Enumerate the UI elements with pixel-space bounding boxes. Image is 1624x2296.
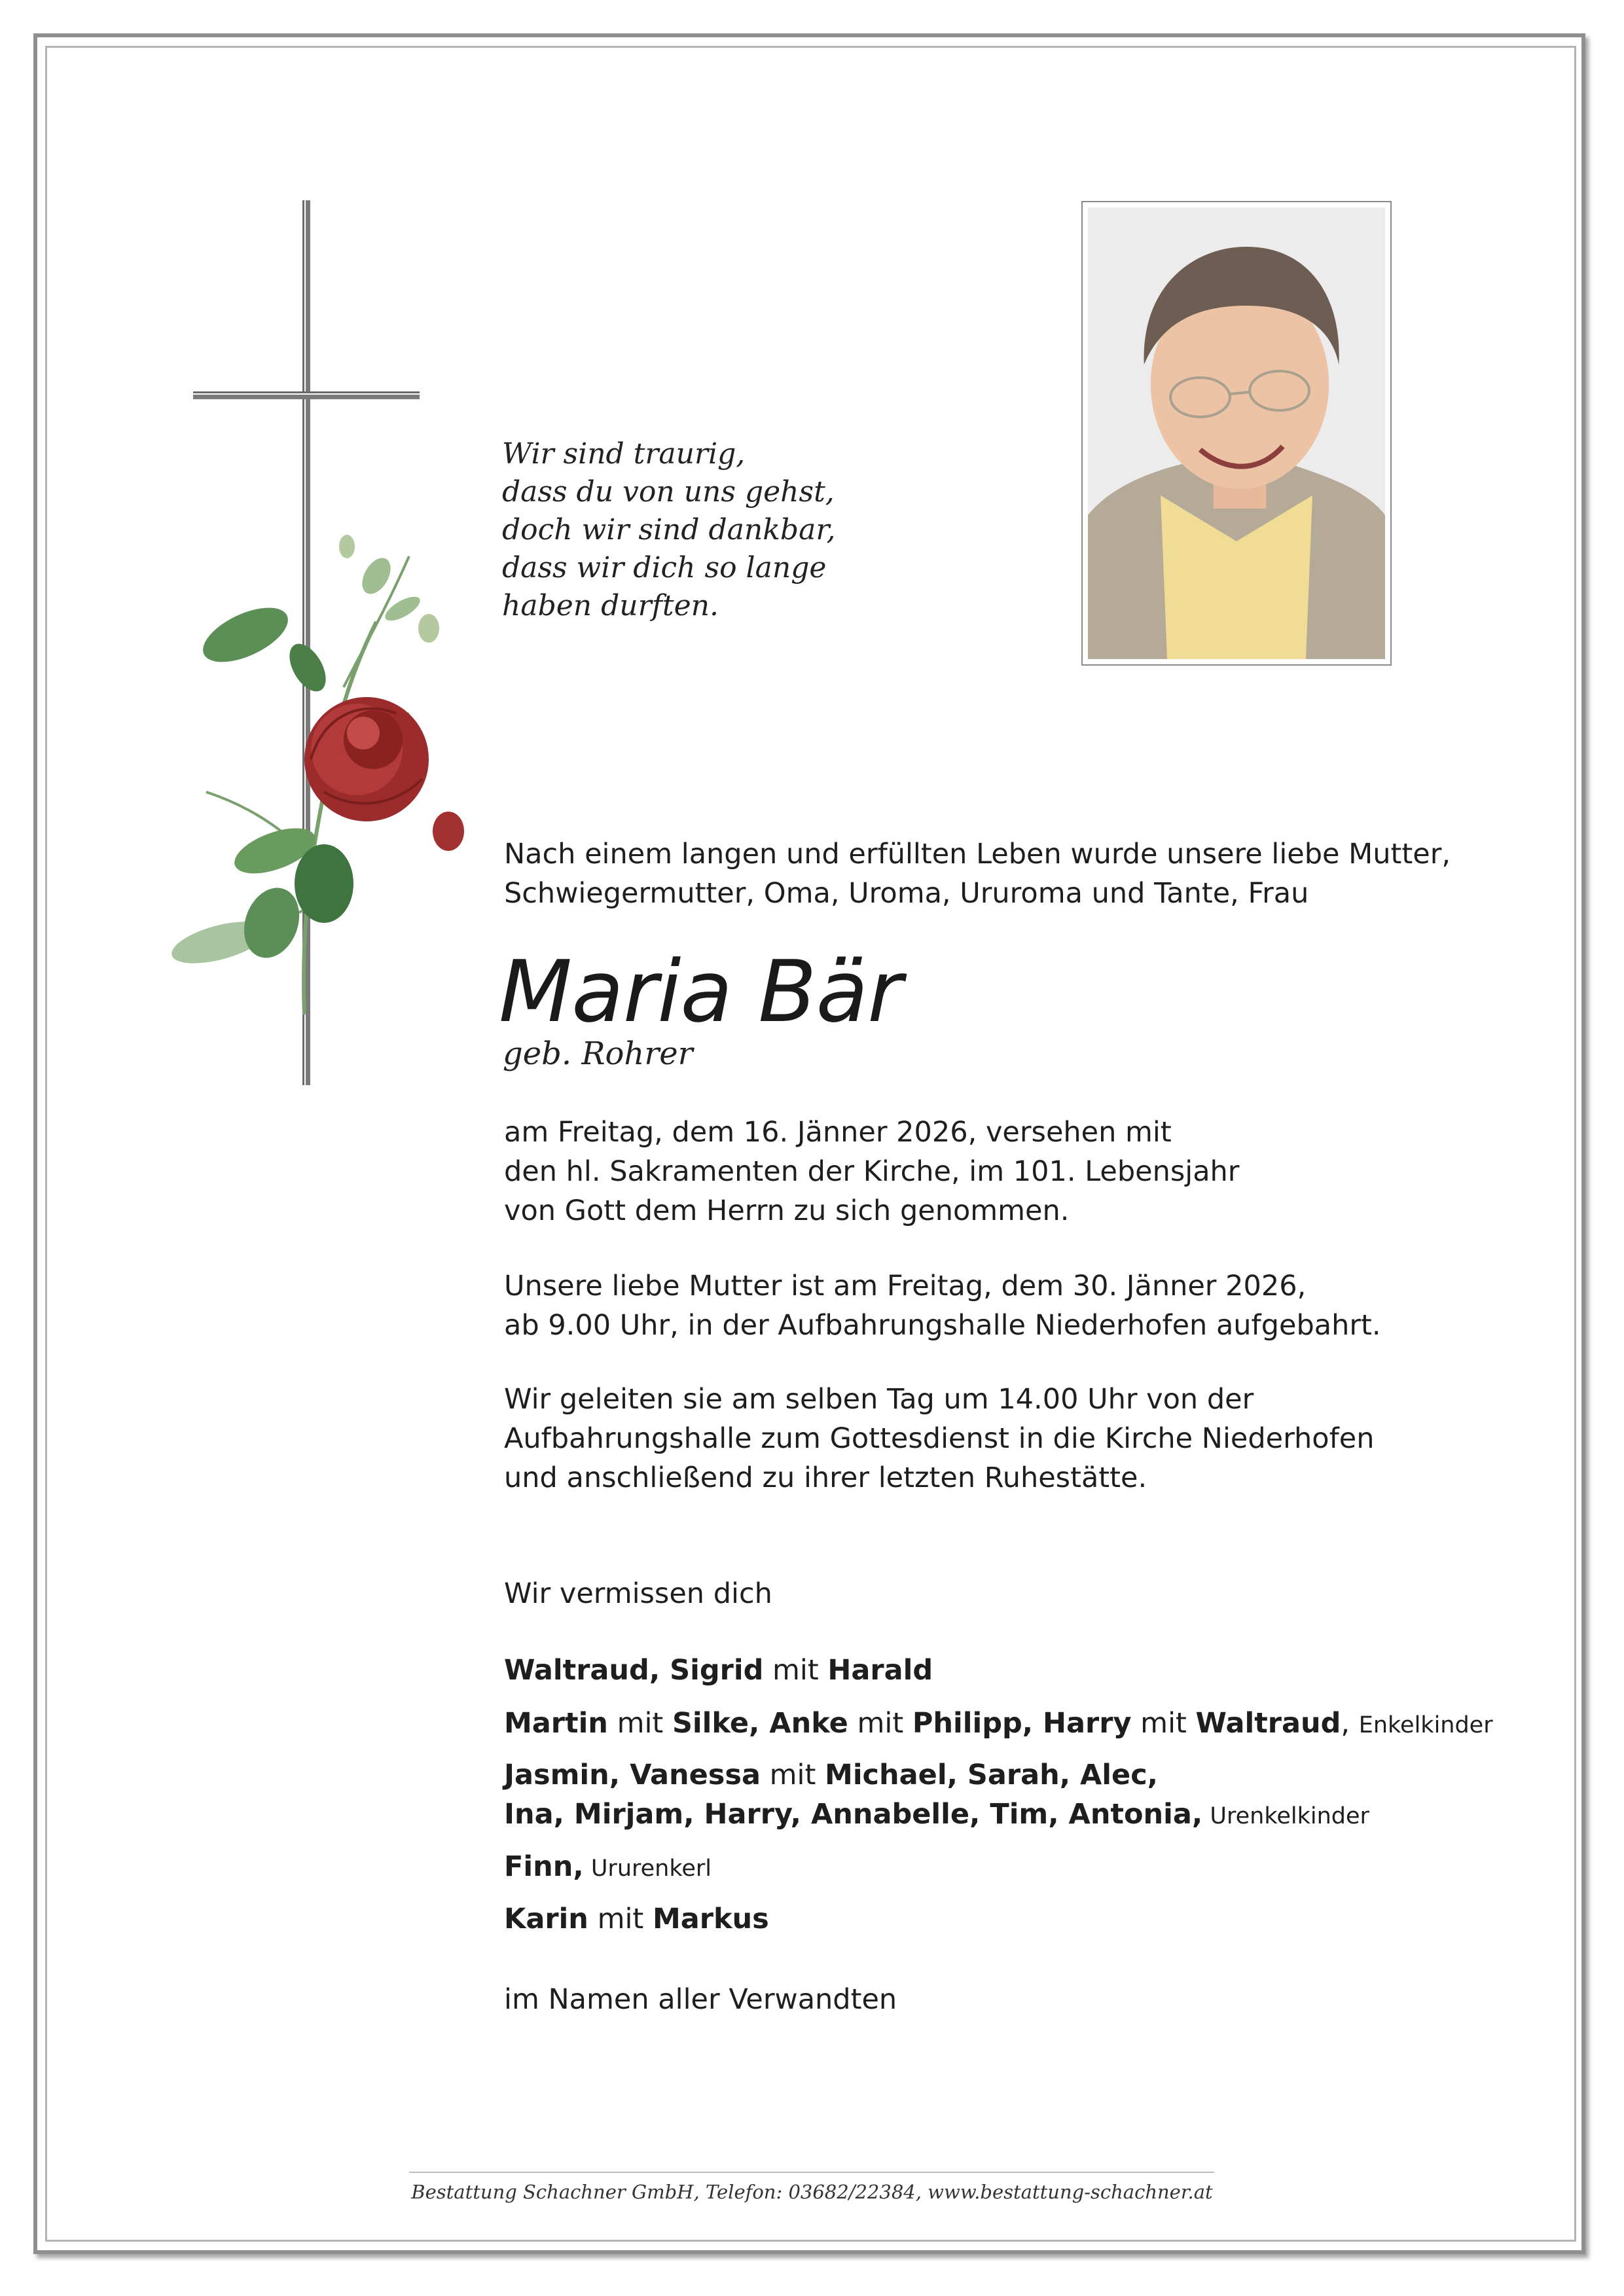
family-row (504, 1795, 1369, 1836)
family-separator: , (1341, 1707, 1359, 1740)
family-names: Jasmin, Vanessa (504, 1759, 761, 1791)
family-names: Ina, Mirjam, Harry, Annabelle, Tim, Antonia, (504, 1798, 1203, 1831)
family-connector: mit (763, 1654, 828, 1687)
death-notice-line: von Gott dem Herrn zu sich genommen. (504, 1194, 1070, 1227)
closing-text: im Namen aller Verwandten (504, 1983, 897, 2016)
family-relation-note: Urenkelkinder (1202, 1803, 1369, 1829)
family-names: Finn, (504, 1850, 584, 1883)
deceased-name: Maria Bär (499, 942, 902, 1041)
family-connector: mit (607, 1707, 672, 1740)
family-relation-note: Ururenkerl (583, 1856, 712, 1882)
family-names: Martin (504, 1707, 608, 1740)
family-names: Silke, Anke (672, 1707, 848, 1740)
family-names: Waltraud, Sigrid (504, 1654, 764, 1687)
family-names: Harald (827, 1654, 933, 1687)
funeral-line: und anschließend zu ihrer letzten Ruhestätte. (504, 1462, 1147, 1494)
footer-divider (409, 2172, 1214, 2173)
family-names: Karin (504, 1903, 588, 1935)
poem-line: doch wir sind dankbar, (502, 513, 836, 547)
cross-horizontal-bar (193, 391, 420, 399)
missing-text: Wir vermissen dich (504, 1577, 772, 1610)
portrait-photo (1081, 201, 1392, 666)
family-relation-note: Enkelkinder (1358, 1712, 1493, 1738)
intro-line: Schwiegermutter, Oma, Uroma, Ururoma und Tante, Frau (504, 877, 1309, 910)
family-row (504, 1899, 769, 1939)
poem-line: dass wir dich so lange (502, 551, 827, 584)
death-notice-line: den hl. Sakramenten der Kirche, im 101. Lebensjahr (504, 1155, 1240, 1188)
family-connector: mit (588, 1903, 653, 1935)
family-row (504, 1704, 1493, 1745)
funeral-line: Aufbahrungshalle zum Gottesdienst in die Kirche Niederhofen (504, 1422, 1375, 1455)
family-connector: mit (1131, 1707, 1196, 1740)
intro-line: Nach einem langen und erfüllten Leben wurde unsere liebe Mutter, (504, 838, 1451, 870)
rose-illustration (147, 517, 488, 1028)
family-row (504, 1651, 933, 1690)
deceased-maiden-name: geb. Rohrer (503, 1035, 693, 1072)
family-connector: mit (848, 1707, 912, 1740)
viewing-info (504, 1266, 1381, 1345)
family-names: Markus (652, 1903, 769, 1935)
poem (502, 435, 960, 625)
poem-line: haben durften. (502, 589, 719, 622)
viewing-line: Unsere liebe Mutter ist am Freitag, dem 30. Jänner 2026, (504, 1270, 1307, 1302)
family-names: Philipp, Harry (912, 1707, 1132, 1740)
intro-text (504, 834, 1451, 913)
footer-contact: Bestattung Schachner GmbH, Telefon: 03682/22384, www.bestattung-schachner.at (411, 2181, 1213, 2203)
viewing-line: ab 9.00 Uhr, in der Aufbahrungshalle Niederhofen aufgebahrt. (504, 1309, 1381, 1342)
death-notice-line: am Freitag, dem 16. Jänner 2026, versehen mit (504, 1116, 1172, 1149)
family-connector: mit (761, 1759, 825, 1791)
family-row (504, 1847, 712, 1888)
poem-line: Wir sind traurig, (502, 437, 746, 471)
poem-line: dass du von uns gehst, (502, 475, 835, 509)
death-notice (504, 1113, 1239, 1230)
family-names: Michael, Sarah, Alec, (825, 1759, 1159, 1791)
funeral-info (504, 1380, 1374, 1498)
family-names: Waltraud (1195, 1707, 1341, 1740)
funeral-line: Wir geleiten sie am selben Tag um 14.00 Uhr von der (504, 1383, 1254, 1416)
family-row (504, 1755, 1158, 1795)
